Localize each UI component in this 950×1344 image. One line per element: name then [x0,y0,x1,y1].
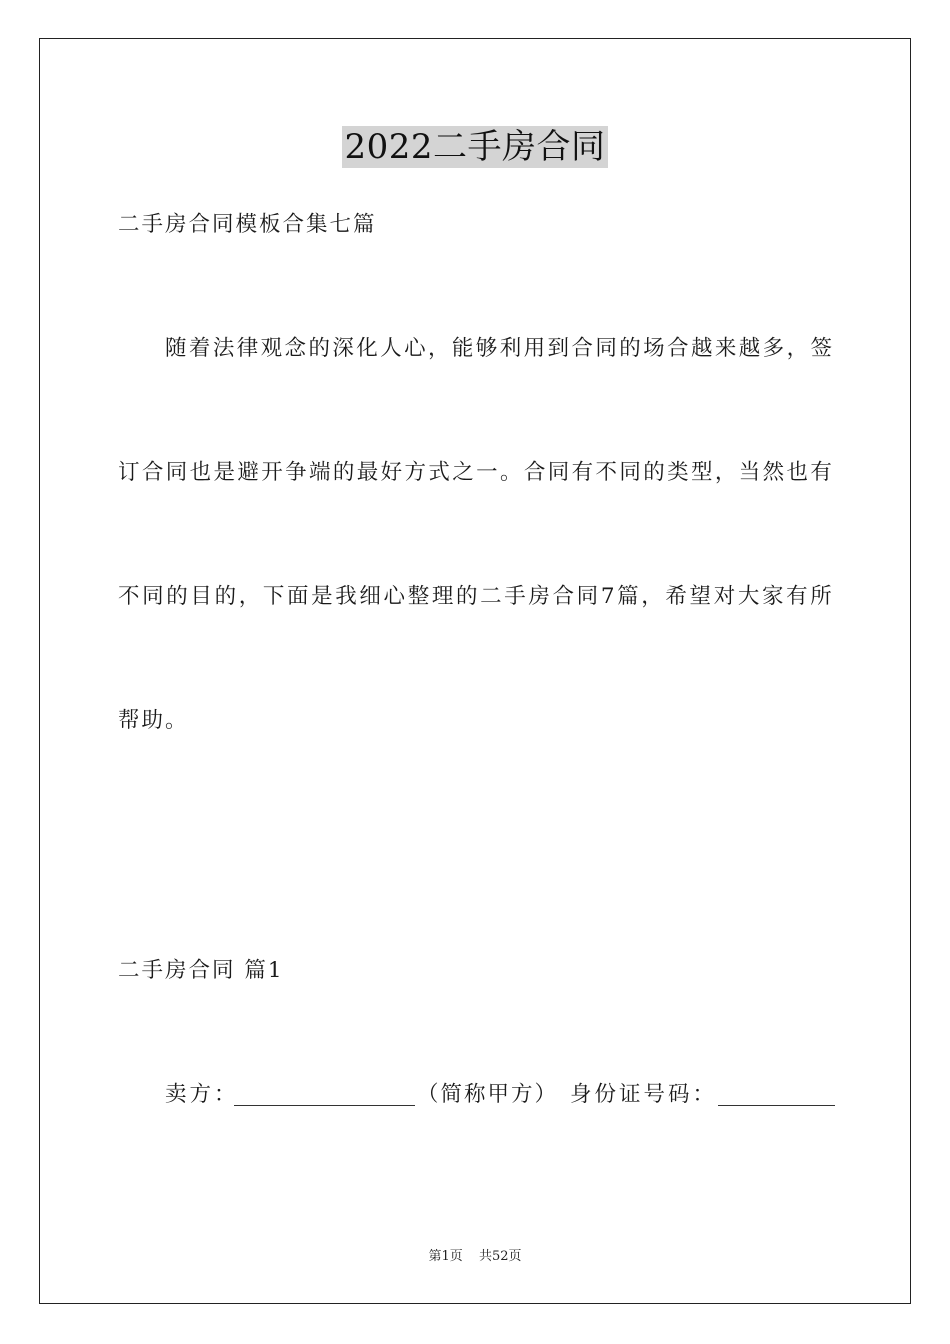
intro-line-1: 随 着 法 律 观 念 的 深 化 人 心 ， 能 够 利 用 到 合 同 的 场 合 越 来 越 多 ， 签 [165,336,832,361]
section-heading: 二手房合同 篇1 [118,958,284,983]
id-number-label: 身份证号码： [570,1082,718,1107]
page-number: 第1页 [428,1249,463,1264]
seller-row [165,1080,835,1110]
intro-line-2: 订 合 同 也 是 避 开 争 端 的 最 好 方 式 之 一 。 合 同 有 不 同 的 类 型 ， 当 然 也 有 [118,460,832,485]
seller-label: 卖方： [165,1082,239,1107]
seller-name-blank [234,1083,415,1106]
id-number-blank [718,1083,835,1106]
document-subtitle: 二手房合同模板合集七篇 [118,212,377,237]
intro-line-4: 帮助。 [118,708,189,733]
seller-abbreviation: （简称甲方） [417,1082,559,1107]
total-pages: 共52页 [478,1249,522,1264]
page-footer [0,1248,950,1266]
document-title: 2022二手房合同 [344,127,606,167]
title-container [0,126,950,168]
intro-line-3: 不 同 的 目 的 ， 下 面 是 我 细 心 整 理 的 二 手 房 合 同 7 篇 ， 希 望 对 大 家 有 所 [118,584,832,609]
